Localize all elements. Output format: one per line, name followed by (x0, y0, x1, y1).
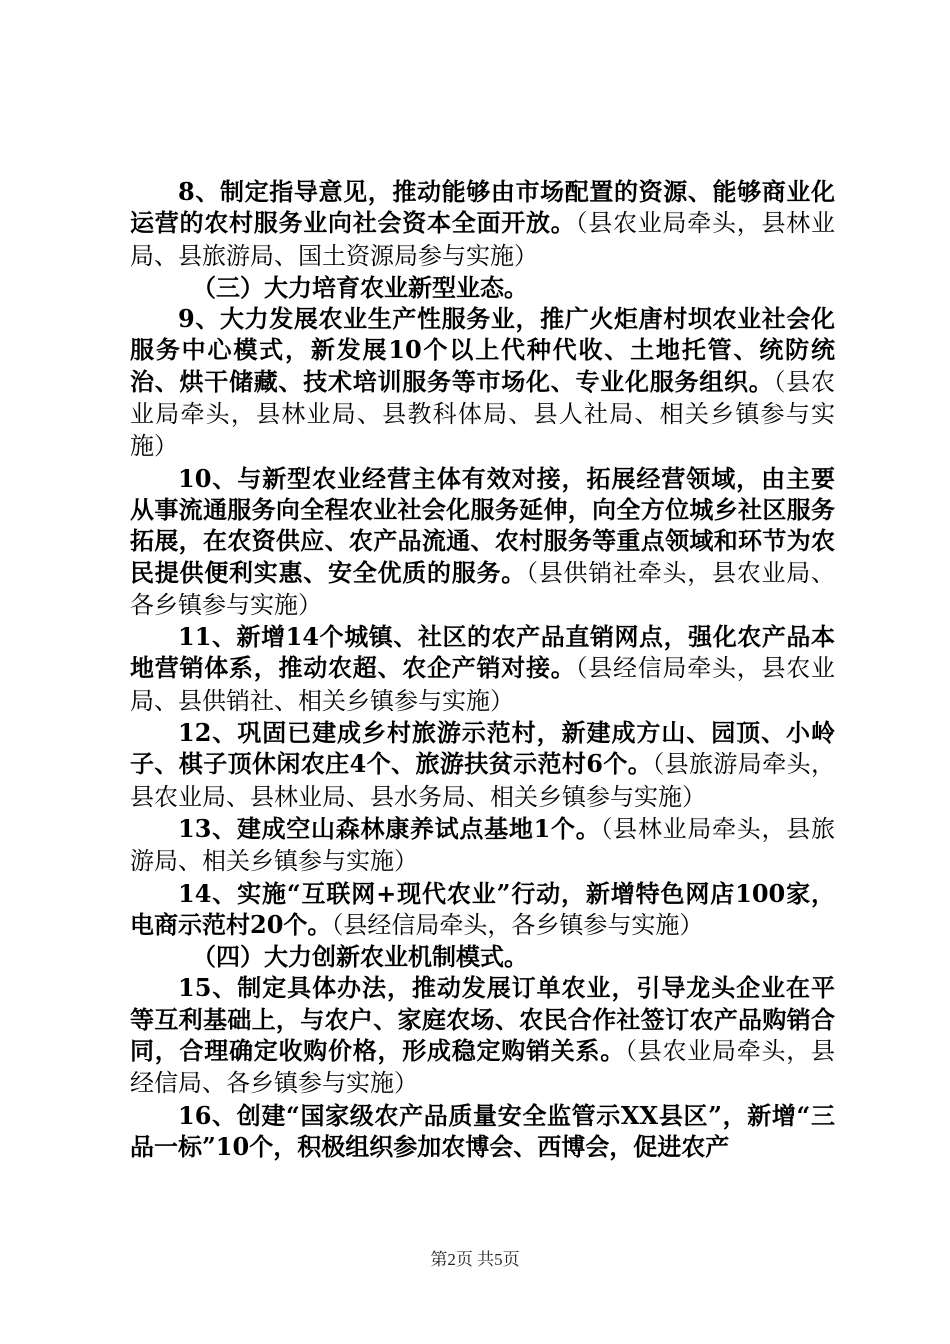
paragraph-8 (130, 176, 835, 272)
paragraph-text: 14、实施“互联网+现代农业”行动，新增特色网店100家，电商示范村20个。 (130, 878, 835, 939)
document-body (130, 176, 835, 1163)
paragraph-text: 12、巩固已建成乡村旅游示范村，新建成方山、园顶、小岭子、棋子顶休闲农庄4个、旅游扶贫示范村6个。 (130, 718, 835, 779)
responsibility-note: （县经信局牵头，各乡镇参与实施） (331, 910, 704, 939)
section-heading-4: （四）大力创新农业机制模式。 (192, 942, 528, 972)
paragraph-12 (130, 717, 835, 813)
responsibility-note: （县经信局牵头，县农业局、县供销社、相关乡镇参与实施） (130, 654, 835, 715)
paragraph-10 (130, 463, 835, 621)
paragraph-16 (130, 1100, 835, 1164)
responsibility-note: （县农业局牵头，县林业局、县教科体局、县人社局、相关乡镇参与实施） (130, 367, 835, 461)
responsibility-note: （县农业局牵头，县林业局、县旅游局、国土资源局参与实施） (130, 209, 835, 270)
paragraph-9 (130, 303, 835, 462)
section-heading-3: （三）大力培育农业新型业态。 (192, 272, 528, 302)
paragraph-text: 11、新增14个城镇、社区的农产品直销网点，强化农产品本地营销体系，推动农超、农企产销对接。 (130, 622, 835, 683)
responsibility-note: （县供销社牵头，县农业局、各乡镇参与实施） (130, 558, 835, 619)
page-number-footer: 第2页 共5页 (430, 1250, 520, 1269)
paragraph-13 (130, 813, 835, 878)
paragraph-text: 16、创建“国家级农产品质量安全监管示XX县区”，新增“三品一标”10个，积极组织参加农博会、西博会，促进农产 (130, 1100, 835, 1161)
paragraph-text: 8、制定指导意见，推动能够由市场配置的资源、能够商业化运营的农村服务业向社会资本全面开放。 (130, 177, 835, 238)
responsibility-note: （县旅游局牵头，县农业局、县林业局、县水务局、相关乡镇参与实施） (130, 750, 836, 811)
paragraph-15 (130, 972, 835, 1099)
responsibility-note: （县农业局牵头，县经信局、各乡镇参与实施） (130, 1037, 835, 1098)
paragraph-11 (130, 621, 835, 717)
paragraph-text: 10、与新型农业经营主体有效对接，拓展经营领域，由主要从事流通服务向全程农业社会化服务延伸，向全方位城乡社区服务拓展，在农资供应、农产品流通、农村服务等重点领域和环节为农民提供便利实惠、安全优质的服务。 (130, 463, 835, 587)
responsibility-note: （县林业局牵头，县旅游局、相关乡镇参与实施） (130, 814, 835, 876)
paragraph-14 (130, 878, 835, 942)
paragraph-text: 15、制定具体办法，推动发展订单农业，引导龙头企业在平等互利基础上，与农户、家庭农场、农民合作社签订农产品购销合同，合理确定收购价格，形成稳定购销关系。 (130, 973, 835, 1066)
paragraph-text: 13、建成空山森林康养试点基地1个。 (178, 813, 601, 843)
paragraph-text: 9、大力发展农业生产性服务业，推广火炬唐村坝农业社会化服务中心模式，新发展10个以上代种代收、土地托管、统防统治、烘干储藏、技术培训服务等市场化、专业化服务组织。 (130, 304, 835, 396)
